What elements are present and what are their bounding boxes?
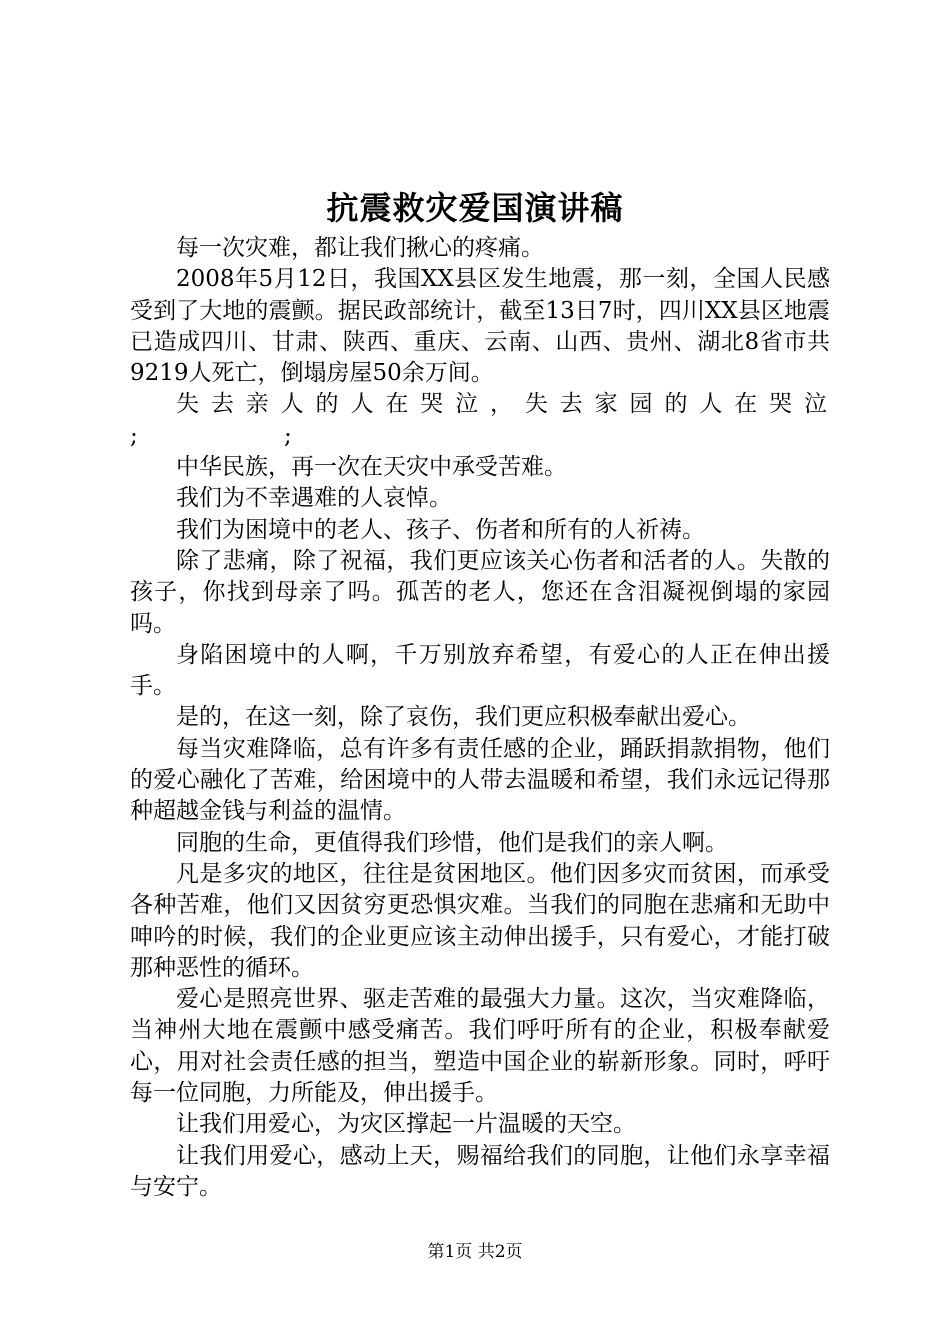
paragraph: 凡是多灾的地区，往往是贫困地区。他们因多灾而贫困，而承受各种苦难，他们又因贫穷更恐惧灾难。当我们的同胞在悲痛和无助中呻吟的时候，我们的企业更应该主动伸出援手，只有爱心，才能打破那种恶性的循环。 <box>130 860 830 981</box>
paragraph: 是的，在这一刻，除了哀伤，我们更应积极奉献出爱心。 <box>176 704 751 731</box>
document-body <box>130 233 830 1203</box>
paragraph: 中华民族，再一次在天灾中承受苦难。 <box>176 454 567 481</box>
paragraph: 身陷困境中的人啊，千万别放弃希望，有爱心的人正在伸出援手。 <box>130 641 830 700</box>
paragraph: 让我们用爱心，感动上天，赐福给我们的同胞，让他们永享幸福与安宁。 <box>130 1142 830 1200</box>
document-title: 抗震救灾爱国演讲稿 <box>326 189 624 227</box>
paragraph: 除了悲痛，除了祝福，我们更应该关心伤者和活者的人。失散的孩子，你找到母亲了吗。孤苦的老人，您还在含泪凝视倒塌的家园吗。 <box>130 547 830 637</box>
page-footer: 第1页 共2页 <box>427 1242 523 1262</box>
paragraph: 我们为困境中的老人、孩子、伤者和所有的人祈祷。 <box>176 516 705 543</box>
paragraph: 同胞的生命，更值得我们珍惜，他们是我们的亲人啊。 <box>176 829 728 856</box>
paragraph: ; ; <box>130 422 292 449</box>
paragraph: 让我们用爱心，为灾区撑起一片温暖的天空。 <box>176 1111 636 1138</box>
paragraph: 2008年5月12日，我国XX县区发生地震，那一刻，全国人民感受到了大地的震颤。据民政部统计，截至13日7时，四川XX县区地震已造成四川、甘肃、陕西、重庆、云南、山西、贵州、湖北8省市共9219人死亡，倒塌房屋50余万间。 <box>130 266 830 387</box>
paragraph: 失去亲人的人在哭泣，失去家园的人在哭泣 <box>176 391 830 418</box>
paragraph: 每当灾难降临，总有许多有责任感的企业，踊跃捐款捐物，他们的爱心融化了苦难，给困境中的人带去温暖和希望，我们永远记得那种超越金钱与利益的温情。 <box>130 735 830 825</box>
paragraph: 我们为不幸遇难的人哀悼。 <box>176 485 452 512</box>
paragraph: 爱心是照亮世界、驱走苦难的最强大力量。这次，当灾难降临，当神州大地在震颤中感受痛苦。我们呼吁所有的企业，积极奉献爱心，用对社会责任感的担当，塑造中国企业的崭新形象。同时，呼吁每一位同胞，力所能及，伸出援手。 <box>130 986 830 1107</box>
paragraph: 每一次灾难，都让我们揪心的疼痛。 <box>176 235 544 261</box>
